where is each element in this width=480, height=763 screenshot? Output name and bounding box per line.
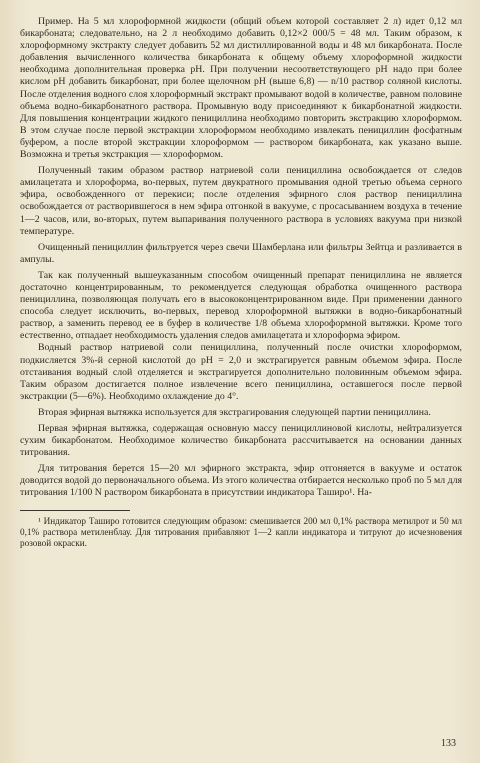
paragraph-filtration: Очищенный пенициллин фильтруется через свечи Шамберлана или фильтры Зейтца и разливается в ампулы. <box>20 241 462 265</box>
paragraph-example: Пример. На 5 мл хлороформной жидкости (общий объем которой составляет 2 л) идет 0,12 мл бикарбоната; следовательно, на 2 л необходимо добавить 0,12×2 000/5 = 48 мл. Таким образом, к хлороформному экстракту следует добавить 52 мл дистиллированной воды и 48 мл бикарбоната. После добавления вычисленного количества бикарбоната к общему объему хлороформной жидкости необходима дополнительная проверка pH. При получении несоответствующего pH надо при более кислом pH добавить бикарбонат, при более щелочном pH (выше 6,8) — n/10 раствор соляной кислоты. После отделения водного слоя хлороформный экстракт промывают водой в количестве, равном половине объема водно-бикарбонатного раствора. Промывную воду присоединяют к бикарбонатной жидкости. Для повышения концентрации жидкого пенициллина необходимо повторить экстракцию хлороформом. В этом случае после первой экстракции хлороформом необходимо извлекать пенициллин фосфатным буфером, а после второй экстракции хлороформом — раствором бикарбоната, как указано выше. Возможна и третья экстракция — хлороформом. <box>20 16 462 161</box>
paragraph-titration: Для титрования берется 15—20 мл эфирного экстракта, эфир отгоняется в вакууме и остаток доводится водой до первоначального объема. Из этого количества отбирается несколько проб по 5 мл для титрования 1/100 N раствором бикарбоната в присутствии индикатора Таширо¹. На- <box>20 463 462 499</box>
paragraph-sodium-salt: Полученный таким образом раствор натриевой соли пенициллина освобождается от следов амилацетата и хлороформа, во-первых, путем двукратного промывания одной третью объема серного эфира, освобожденного от перекиси; после отделения эфирного слоя раствор пенициллина освобождается от растворившегося в нем эфира отгонкой в вакууме, с просасыванием воздуха в течение 1—2 часов, или, во-вторых, путем выпаривания полученного раствора в условиях вакуума при низкой температуре. <box>20 165 462 237</box>
page-number: 133 <box>441 738 456 749</box>
body-text <box>20 16 462 500</box>
paragraph-acidification: Водный раствор натриевой соли пенициллина, полученный после очистки хлороформом, подкисляется 3%-й серной кислотой до pH = 2,0 и экстрагируется равным объемом эфира. После отстаивания водный слой отделяется и экстрагируется дополнительно половинным объемом эфира. Таким образом достигается полное извлечение всего пенициллина, оставшегося после первой экстракции (5—6%). Необходимо охлаждение до 4°. <box>20 342 462 402</box>
paragraph-second-extract: Вторая эфирная вытяжка используется для экстрагирования следующей партии пенициллина. <box>38 406 431 418</box>
footnote-divider <box>20 510 130 511</box>
paragraph-first-extract: Первая эфирная вытяжка, содержащая основную массу пенициллиновой кислоты, нейтрализуется сухим бикарбонатом. Необходимое количество бикарбоната рассчитывается на основании данных титрования. <box>20 423 462 459</box>
footnote: ¹ Индикатор Таширо готовится следующим образом: смешивается 200 мл 0,1% раствора метилрот и 50 мл 0,1% раствора метиленблау. Для титрования прибавляют 1—2 капли индикатора и титруют до исчезновения розовой окраски. <box>20 515 462 549</box>
paragraph-concentration: Так как полученный вышеуказанным способом очищенный препарат пенициллина не является достаточно концентрированным, то рекомендуется следующая обработка очищенного раствора пенициллина, позволяющая получать его в высококонцентрированном виде. При применении данного способа следует исключить, во-первых, перевод хлороформной вытяжки в водно-бикарбонатный раствор, а заменить перевод ее в буфер в количестве 1/8 объема хлороформной вытяжки. Кроме того естественно, отпадает необходимость удаления следов амилацетата и хлороформа эфиром. <box>20 269 462 342</box>
